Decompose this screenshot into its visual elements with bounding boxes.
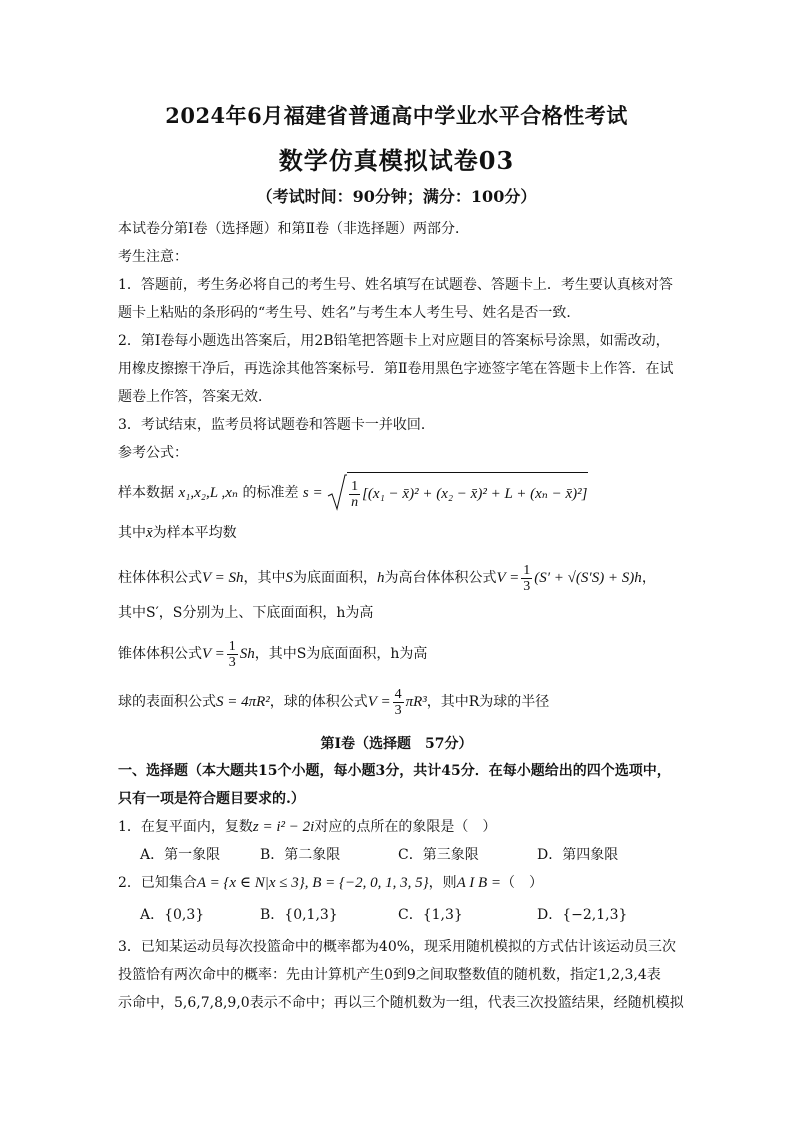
formula-text: ，其中S为底面面积，h为高 — [254, 646, 428, 662]
numerator: 1 — [351, 478, 359, 494]
question-2-stem — [118, 874, 543, 892]
formula-math: s = — [302, 485, 323, 501]
exam-time-score: （考试时间：90分钟；满分：100分） — [256, 187, 537, 206]
formula-text: 其中 — [118, 525, 146, 541]
q2-option-a: A．{0,3} — [140, 907, 205, 923]
formula-math: S = 4πR² — [216, 694, 270, 710]
section-description: 一、选择题（本大题共15个小题，每小题3分，共计45分．在每小题给出的四个选项中， — [118, 763, 671, 779]
section-title: 第Ⅰ卷（选择题 57分） — [320, 736, 473, 752]
formula-math: V = Sh — [202, 570, 244, 586]
formula-math: V = — [367, 694, 391, 710]
question-text: 对应的点所在的象限是（ ） — [314, 819, 497, 835]
fraction — [393, 687, 404, 718]
formula-math: x̄ — [146, 525, 153, 541]
fraction — [349, 479, 360, 510]
question-3-line: 投篮恰有两次命中的概率：先由计算机产生0到9之间取整数值的随机数，指定1,2,3,4表 — [118, 967, 661, 983]
numerator: 1 — [228, 638, 236, 654]
question-3-line: 示命中，5,6,7,8,9,0表示不命中；再以三个随机数为一组，代表三次投篮结果，经随机模拟 — [118, 995, 684, 1011]
exam-title: 2024年6月福建省普通高中学业水平合格性考试 — [165, 103, 628, 128]
denominator: 3 — [523, 578, 531, 594]
formula-text: ， — [641, 570, 656, 586]
intro-line: 本试卷分第Ⅰ卷（选择题）和第Ⅱ卷（非选择题）两部分． — [118, 221, 470, 237]
q1-option-b: B．第二象限 — [260, 847, 341, 863]
formula-math: A = {x ∈ N|x ≤ 3}, B = {−2, 0, 1, 3, 5} — [196, 875, 429, 891]
numerator: 1 — [523, 562, 531, 578]
formula-math: [(x₁ − x̄)² + (x₂ − x̄)² + L + (xₙ − x̄)²] — [362, 486, 588, 502]
formula-note — [118, 524, 237, 542]
question-text: 2．已知集合 — [118, 875, 197, 891]
formula-text: 为样本平均数 — [152, 525, 237, 541]
radical-icon — [327, 474, 347, 512]
q2-option-d: D．{−2,1,3} — [537, 907, 628, 923]
denominator: 3 — [394, 702, 402, 718]
formula-text: 锥体体积公式 — [118, 646, 202, 662]
question-text: ，则 — [428, 875, 457, 891]
formula-prism-frustum — [118, 560, 656, 596]
q2-option-b: B．{0,1,3} — [260, 907, 338, 923]
formula-text: 柱体体积公式 — [118, 570, 202, 586]
formula-math: x₁,x₂,L ,xₙ — [178, 485, 239, 501]
intro-line: 考生注意： — [118, 249, 188, 265]
formula-text: 样本数据 — [118, 485, 174, 501]
intro-line: 题卷上作答，答案无效． — [118, 389, 272, 405]
q2-option-c: C．{1,3} — [398, 907, 463, 923]
denominator: n — [351, 494, 359, 510]
denominator: 3 — [228, 654, 236, 670]
formula-math: πR³ — [405, 694, 427, 710]
formula-math: Sh — [239, 646, 255, 662]
formula-text: ，球的体积公式 — [269, 694, 368, 710]
intro-line: 参考公式： — [118, 445, 188, 461]
formula-math: A I B = — [456, 875, 502, 891]
formula-text: 为高台体体积公式 — [384, 570, 497, 586]
fraction — [227, 639, 238, 670]
formula-math: h — [377, 570, 385, 586]
intro-line: 用橡皮擦擦干净后，再选涂其他答案标号．第Ⅱ卷用黑色字迹签字笔在答题卡上作答．在试 — [118, 361, 674, 377]
question-text: 1．在复平面内，复数 — [118, 819, 253, 835]
q1-option-d: D．第四象限 — [537, 847, 619, 863]
formula-cone — [118, 636, 427, 672]
formula-text: 的标准差 — [242, 485, 299, 501]
fraction — [521, 563, 532, 594]
formula-text: ，其中R为球的半径 — [426, 694, 550, 710]
question-1-stem — [118, 818, 496, 836]
formula-math: V = — [202, 646, 225, 662]
formula-sphere — [118, 684, 549, 720]
intro-line: 2．第Ⅰ卷每小题选出答案后，用2B铅笔把答题卡上对应题目的答案标号涂黑，如需改动， — [118, 333, 670, 349]
question-text: （ ） — [501, 875, 544, 891]
formula-note: 其中S′，S分别为上、下底面面积，h为高 — [118, 605, 374, 621]
numerator: 4 — [394, 686, 402, 702]
intro-line: 题卡上粘贴的条形码的“考生号、姓名”与考生本人考生号、姓名是否一致． — [118, 305, 581, 321]
formula-math: S — [285, 570, 294, 586]
formula-math: z = i² − 2i — [252, 819, 315, 835]
q1-option-a: A．第一象限 — [140, 847, 221, 863]
q1-option-c: C．第三象限 — [398, 847, 479, 863]
exam-subtitle: 数学仿真模拟试卷03 — [278, 146, 515, 175]
section-description: 只有一项是符合题目要求的.） — [118, 791, 305, 807]
formula-std-dev — [118, 472, 588, 512]
formula-math: (S′ + √(S′S) + S)h — [534, 570, 642, 586]
intro-line: 1．答题前，考生务必将自己的考生号、姓名填写在试题卷、答题卡上．考生要认真核对答 — [118, 277, 673, 293]
question-3-line: 3．已知某运动员每次投篮命中的概率都为40%，现采用随机模拟的方式估计该运动员三次 — [118, 939, 677, 955]
formula-text: 球的表面积公式 — [118, 694, 216, 710]
formula-math: V = — [496, 570, 520, 586]
formula-text: ，其中 — [243, 570, 286, 586]
formula-text: 为底面面积， — [293, 570, 378, 586]
sqrt-sign — [327, 472, 587, 514]
intro-line: 3．考试结束，监考员将试题卷和答题卡一并收回． — [118, 417, 435, 433]
